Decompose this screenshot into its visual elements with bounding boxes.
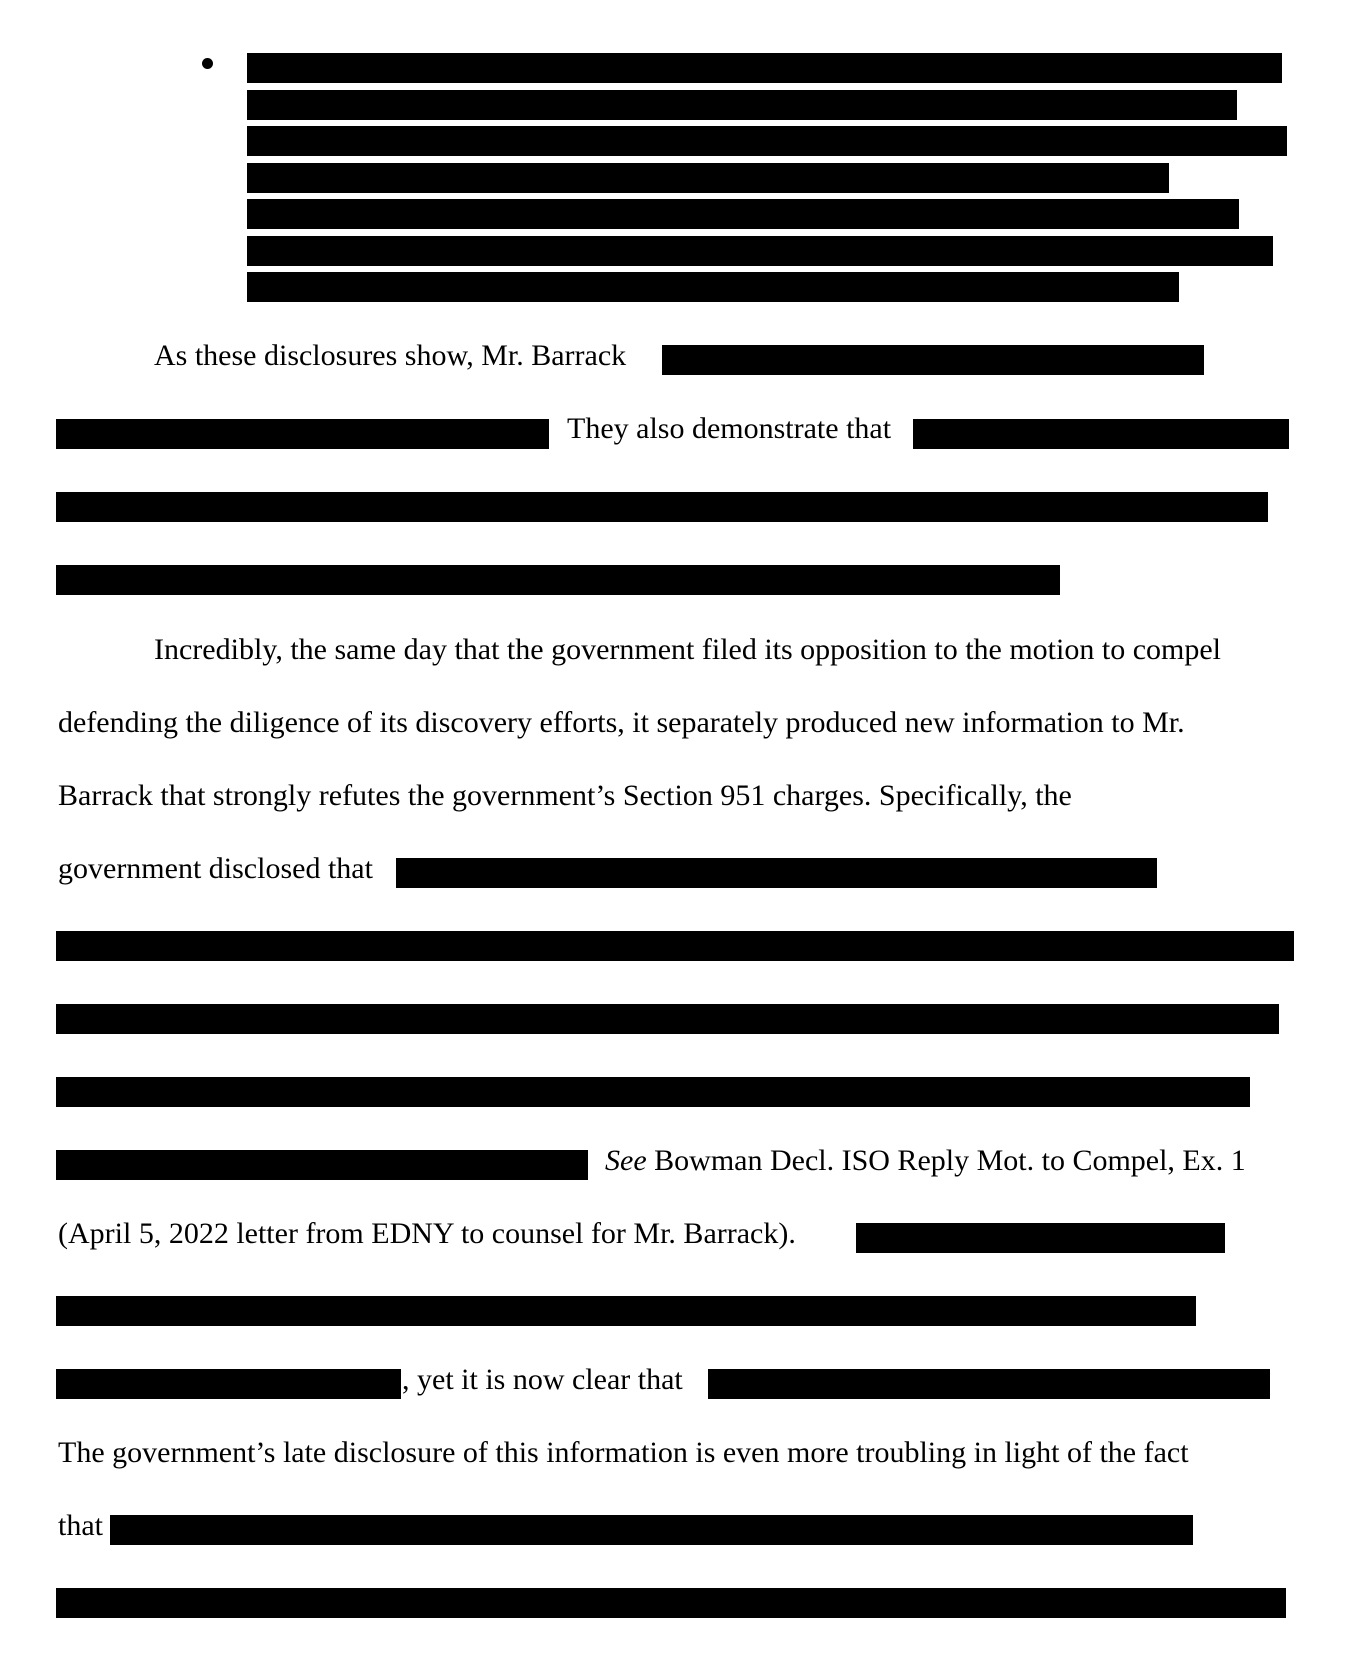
paragraph-1-line-2: They also demonstrate that	[567, 412, 892, 445]
paragraph-2-line-12: The government’s late disclosure of this information is even more troubling in light of the fact	[58, 1436, 1189, 1469]
see-signal: See	[605, 1144, 647, 1177]
redaction-bar	[56, 565, 1060, 595]
paragraph-1-line-1: As these disclosures show, Mr. Barrack	[154, 339, 627, 372]
redaction-bar	[247, 236, 1273, 266]
redaction-bar	[708, 1369, 1270, 1399]
redaction-bar	[56, 1296, 1196, 1326]
redaction-bar	[56, 492, 1268, 522]
redaction-bar	[247, 272, 1179, 302]
bullet-point	[202, 58, 213, 69]
paragraph-2-line-4: government disclosed that	[58, 852, 373, 885]
citation-text: Bowman Decl. ISO Reply Mot. to Compel, Ex. 1	[646, 1144, 1246, 1177]
paragraph-2-line-11: , yet it is now clear that	[402, 1363, 683, 1396]
redaction-bar	[247, 90, 1237, 120]
paragraph-2-line-1: Incredibly, the same day that the government filed its opposition to the motion to compel	[154, 633, 1221, 666]
paragraph-2-line-8	[605, 1143, 1246, 1179]
paragraph-2-line-2: defending the diligence of its discovery efforts, it separately produced new information to Mr.	[58, 706, 1185, 739]
redaction-bar	[247, 199, 1239, 229]
redaction-bar	[247, 53, 1282, 83]
redaction-bar	[662, 345, 1204, 375]
redaction-bar	[396, 858, 1157, 888]
paragraph-2-line-13: that	[58, 1509, 103, 1542]
redaction-bar	[56, 419, 549, 449]
redaction-bar	[247, 163, 1169, 193]
redaction-bar	[56, 1150, 588, 1180]
redaction-bar	[856, 1223, 1225, 1253]
paragraph-2-line-3: Barrack that strongly refutes the government’s Section 951 charges. Specifically, the	[58, 779, 1072, 812]
redaction-bar	[56, 931, 1294, 961]
paragraph-2-line-9: (April 5, 2022 letter from EDNY to counsel for Mr. Barrack).	[58, 1217, 796, 1250]
redaction-bar	[110, 1515, 1193, 1545]
redaction-bar	[56, 1004, 1279, 1034]
redaction-bar	[56, 1077, 1250, 1107]
redaction-bar	[247, 126, 1287, 156]
redaction-bar	[913, 419, 1289, 449]
redaction-bar	[56, 1588, 1286, 1618]
redaction-bar	[56, 1369, 401, 1399]
